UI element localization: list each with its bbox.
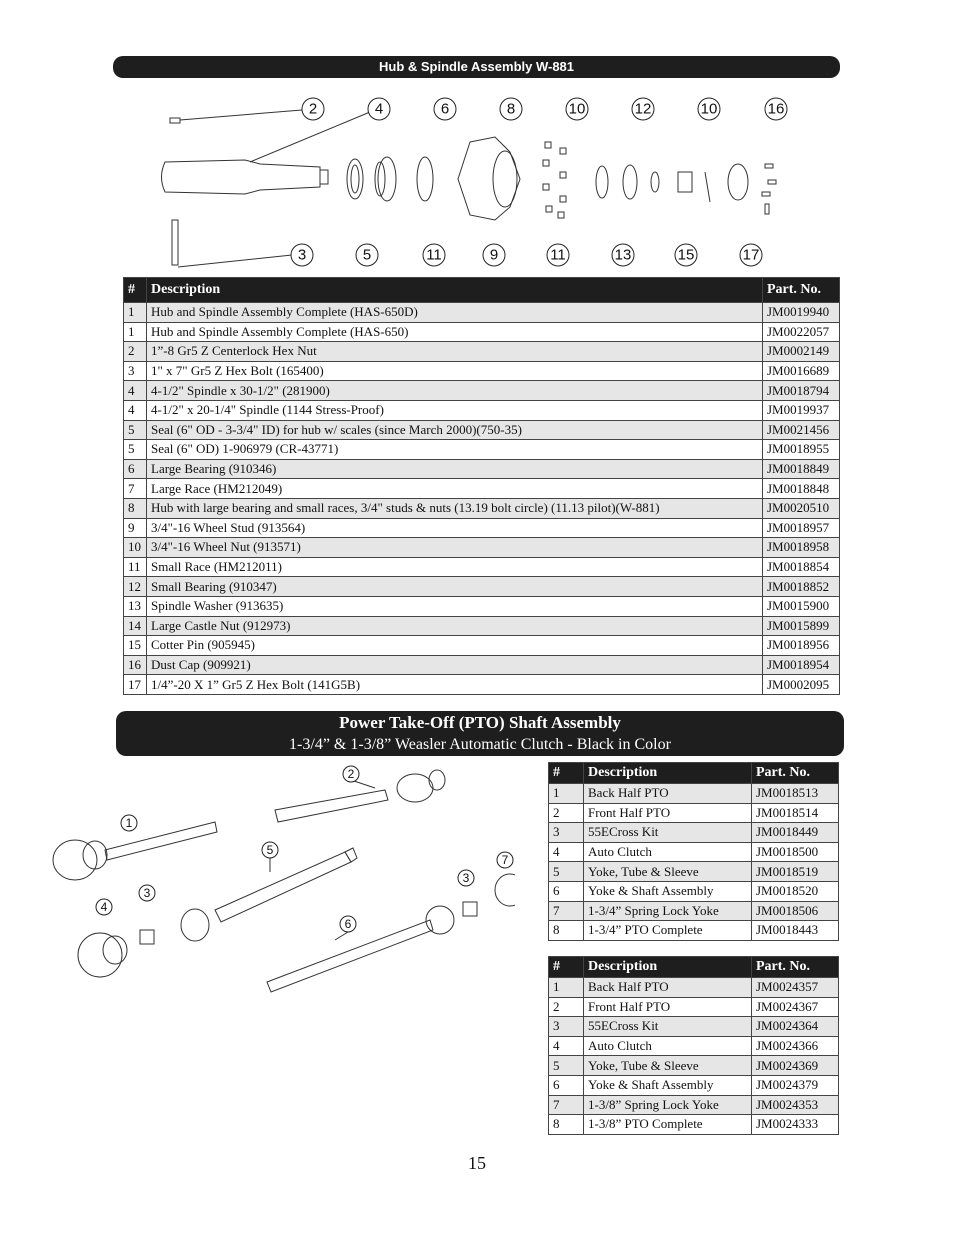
callout-top-4 (566, 98, 588, 120)
cell-part-no: JM0024369 (752, 1056, 839, 1076)
hub-section-title: Hub & Spindle Assembly W-881 (113, 56, 840, 78)
col-header-num: # (549, 957, 584, 978)
cell-description: Seal (6" OD - 3-3/4" ID) for hub w/ scales (since March 2000)(750-35) (147, 420, 763, 440)
table-row (549, 842, 839, 862)
cell-part-no: JM0002095 (763, 675, 840, 695)
cell-part-no: JM0019937 (763, 400, 840, 420)
table-row (549, 823, 839, 843)
cell-description: Auto Clutch (584, 1036, 752, 1056)
svg-text:9: 9 (489, 246, 499, 264)
cell-description: 1-3/8” Spring Lock Yoke (584, 1095, 752, 1115)
cell-description: 1" x 7" Gr5 Z Hex Bolt (165400) (147, 361, 763, 381)
pto-table-b-body (549, 978, 839, 1135)
callout-bottom-0 (291, 244, 313, 266)
svg-text:13: 13 (614, 246, 632, 264)
cell-description: Front Half PTO (584, 803, 752, 823)
col-header-part-no: Part. No. (763, 278, 840, 303)
cell-num: 11 (124, 557, 147, 577)
svg-text:3: 3 (297, 246, 307, 264)
svg-text:17: 17 (742, 246, 760, 264)
cell-num: 5 (124, 440, 147, 460)
cell-part-no: JM0015899 (763, 616, 840, 636)
table-row (549, 1095, 839, 1115)
cell-num: 7 (549, 1095, 584, 1115)
table-row (124, 459, 840, 479)
cell-num: 8 (549, 1115, 584, 1135)
cell-part-no: JM0018958 (763, 538, 840, 558)
cell-part-no: JM0018520 (752, 881, 839, 901)
cell-num: 5 (549, 1056, 584, 1076)
cell-num: 4 (124, 400, 147, 420)
cell-description: 3/4"-16 Wheel Nut (913571) (147, 538, 763, 558)
svg-text:5: 5 (362, 246, 372, 264)
table-row (124, 400, 840, 420)
svg-text:2: 2 (347, 767, 355, 781)
table-row (549, 921, 839, 941)
cell-num: 7 (549, 901, 584, 921)
cell-num: 4 (124, 381, 147, 401)
cell-part-no: JM0018513 (752, 784, 839, 804)
cell-description: Dust Cap (909921) (147, 655, 763, 675)
table-row (549, 803, 839, 823)
svg-text:16: 16 (767, 100, 785, 118)
cell-description: 3/4"-16 Wheel Stud (913564) (147, 518, 763, 538)
cell-description: Yoke, Tube & Sleeve (584, 1056, 752, 1076)
col-header-description: Description (584, 957, 752, 978)
cell-description: Large Race (HM212049) (147, 479, 763, 499)
cell-part-no: JM0018848 (763, 479, 840, 499)
cell-part-no: JM0002149 (763, 342, 840, 362)
table-row (549, 1115, 839, 1135)
svg-text:6: 6 (344, 917, 352, 931)
cell-part-no: JM0018794 (763, 381, 840, 401)
callout-bottom-1 (356, 244, 378, 266)
table-row (124, 636, 840, 656)
cell-part-no: JM0024357 (752, 978, 839, 998)
cell-num: 12 (124, 577, 147, 597)
pto-table-1-3-4 (548, 762, 839, 941)
callout-bottom-2 (423, 244, 445, 266)
table-row (124, 440, 840, 460)
svg-text:3: 3 (462, 871, 470, 885)
table-row (124, 538, 840, 558)
cell-num: 2 (549, 803, 584, 823)
pto-callout-5 (262, 842, 278, 858)
table-row (549, 1036, 839, 1056)
table-row (549, 784, 839, 804)
table-row (124, 361, 840, 381)
cell-num: 5 (549, 862, 584, 882)
hub-spindle-diagram (150, 92, 800, 272)
cell-description: Yoke & Shaft Assembly (584, 881, 752, 901)
cell-num: 8 (549, 921, 584, 941)
cell-part-no: JM0018519 (752, 862, 839, 882)
cell-description: 1”-8 Gr5 Z Centerlock Hex Nut (147, 342, 763, 362)
cell-description: Hub with large bearing and small races, 3/4" studs & nuts (13.19 bolt circle) (11.13 pilot)(W-881) (147, 498, 763, 518)
cell-description: Small Race (HM212011) (147, 557, 763, 577)
cell-part-no: JM0024353 (752, 1095, 839, 1115)
cell-part-no: JM0018443 (752, 921, 839, 941)
table-row (124, 596, 840, 616)
page-number: 15 (468, 1153, 486, 1173)
table-row (124, 518, 840, 538)
cell-num: 1 (124, 303, 147, 323)
cell-num: 13 (124, 596, 147, 616)
table-row (549, 1075, 839, 1095)
cell-description: 1/4”-20 X 1” Gr5 Z Hex Bolt (141G5B) (147, 675, 763, 695)
cell-num: 16 (124, 655, 147, 675)
hub-table-body (124, 303, 840, 695)
cell-description: Hub and Spindle Assembly Complete (HAS-650D) (147, 303, 763, 323)
cell-description: Cotter Pin (905945) (147, 636, 763, 656)
table-row (124, 420, 840, 440)
cell-part-no: JM0024379 (752, 1075, 839, 1095)
cell-part-no: JM0019940 (763, 303, 840, 323)
cell-num: 15 (124, 636, 147, 656)
svg-text:4: 4 (374, 100, 384, 118)
pto-diagram (45, 760, 515, 1010)
svg-text:11: 11 (426, 246, 442, 264)
cell-num: 3 (549, 1017, 584, 1037)
callout-top-3 (500, 98, 522, 120)
cell-part-no: JM0018514 (752, 803, 839, 823)
cell-num: 4 (549, 1036, 584, 1056)
cell-num: 4 (549, 842, 584, 862)
table-row (124, 322, 840, 342)
cell-num: 6 (549, 1075, 584, 1095)
table-row (549, 997, 839, 1017)
pto-section-title: Power Take-Off (PTO) Shaft Assembly (339, 713, 621, 732)
cell-num: 17 (124, 675, 147, 695)
svg-text:12: 12 (634, 100, 652, 118)
svg-text:3: 3 (143, 886, 151, 900)
callout-top-2 (434, 98, 456, 120)
cell-part-no: JM0018852 (763, 577, 840, 597)
pto-section-subtitle: 1-3/4” & 1-3/8” Weasler Automatic Clutch - Black in Color (289, 736, 671, 753)
cell-part-no: JM0024364 (752, 1017, 839, 1037)
cell-part-no: JM0018854 (763, 557, 840, 577)
svg-text:10: 10 (700, 100, 718, 118)
cell-part-no: JM0018955 (763, 440, 840, 460)
svg-text:10: 10 (568, 100, 586, 118)
svg-text:8: 8 (506, 100, 516, 118)
cell-part-no: JM0018449 (752, 823, 839, 843)
table-row (124, 675, 840, 695)
table-row (124, 616, 840, 636)
callout-bottom-7 (740, 244, 762, 266)
table-row (124, 498, 840, 518)
table-row (124, 655, 840, 675)
svg-text:7: 7 (501, 853, 509, 867)
cell-part-no: JM0022057 (763, 322, 840, 342)
pto-table-1-3-8 (548, 956, 839, 1135)
cell-num: 8 (124, 498, 147, 518)
cell-description: 1-3/4” PTO Complete (584, 921, 752, 941)
cell-num: 1 (549, 978, 584, 998)
table-row (124, 381, 840, 401)
cell-num: 2 (549, 997, 584, 1017)
cell-part-no: JM0016689 (763, 361, 840, 381)
table-row (549, 881, 839, 901)
callout-top-7 (765, 98, 787, 120)
cell-num: 3 (124, 361, 147, 381)
cell-description: Hub and Spindle Assembly Complete (HAS-650) (147, 322, 763, 342)
pto-callout-2 (343, 766, 359, 782)
cell-description: Front Half PTO (584, 997, 752, 1017)
cell-part-no: JM0021456 (763, 420, 840, 440)
pto-callout-7 (497, 852, 513, 868)
table-row (549, 1056, 839, 1076)
cell-part-no: JM0024366 (752, 1036, 839, 1056)
cell-part-no: JM0024333 (752, 1115, 839, 1135)
cell-num: 7 (124, 479, 147, 499)
table-row (124, 342, 840, 362)
cell-description: Yoke, Tube & Sleeve (584, 862, 752, 882)
cell-num: 2 (124, 342, 147, 362)
col-header-num: # (124, 278, 147, 303)
col-header-num: # (549, 763, 584, 784)
cell-description: Back Half PTO (584, 784, 752, 804)
table-row (124, 479, 840, 499)
cell-description: 1-3/4” Spring Lock Yoke (584, 901, 752, 921)
cell-num: 1 (124, 322, 147, 342)
pto-callout-1 (121, 815, 137, 831)
col-header-description: Description (584, 763, 752, 784)
cell-part-no: JM0018954 (763, 655, 840, 675)
cell-part-no: JM0018957 (763, 518, 840, 538)
svg-text:1: 1 (125, 816, 133, 830)
table-row (124, 303, 840, 323)
callout-top-6 (698, 98, 720, 120)
cell-description: Large Castle Nut (912973) (147, 616, 763, 636)
cell-description: Small Bearing (910347) (147, 577, 763, 597)
hub-parts-table (123, 277, 840, 695)
svg-text:15: 15 (677, 246, 695, 264)
table-row (549, 978, 839, 998)
table-row (124, 577, 840, 597)
svg-text:5: 5 (266, 843, 274, 857)
svg-text:6: 6 (440, 100, 450, 118)
callout-top-0 (302, 98, 324, 120)
callout-bottom-6 (675, 244, 697, 266)
cell-part-no: JM0020510 (763, 498, 840, 518)
cell-description: 1-3/8” PTO Complete (584, 1115, 752, 1135)
pto-callout-4 (96, 899, 112, 915)
callout-top-1 (368, 98, 390, 120)
cell-description: Yoke & Shaft Assembly (584, 1075, 752, 1095)
table-row (549, 1017, 839, 1037)
svg-text:11: 11 (550, 246, 566, 264)
pto-callout-6 (340, 916, 356, 932)
cell-part-no: JM0018506 (752, 901, 839, 921)
svg-text:4: 4 (100, 900, 108, 914)
cell-description: 55ECross Kit (584, 1017, 752, 1037)
cell-num: 3 (549, 823, 584, 843)
callout-bottom-4 (547, 244, 569, 266)
svg-text:2: 2 (308, 100, 318, 118)
cell-num: 14 (124, 616, 147, 636)
cell-num: 1 (549, 784, 584, 804)
col-header-part-no: Part. No. (752, 957, 839, 978)
callout-bottom-3 (483, 244, 505, 266)
cell-description: 4-1/2" x 20-1/4" Spindle (1144 Stress-Proof) (147, 400, 763, 420)
cell-description: Seal (6" OD) 1-906979 (CR-43771) (147, 440, 763, 460)
pto-section-header (116, 711, 844, 756)
cell-description: 55ECross Kit (584, 823, 752, 843)
cell-num: 5 (124, 420, 147, 440)
pto-callout-3b (458, 870, 474, 886)
cell-description: Spindle Washer (913635) (147, 596, 763, 616)
cell-part-no: JM0018849 (763, 459, 840, 479)
cell-description: Auto Clutch (584, 842, 752, 862)
cell-part-no: JM0015900 (763, 596, 840, 616)
callout-bottom-5 (612, 244, 634, 266)
cell-num: 6 (549, 881, 584, 901)
col-header-part-no: Part. No. (752, 763, 839, 784)
cell-description: Large Bearing (910346) (147, 459, 763, 479)
cell-num: 9 (124, 518, 147, 538)
cell-description: 4-1/2" Spindle x 30-1/2" (281900) (147, 381, 763, 401)
cell-description: Back Half PTO (584, 978, 752, 998)
cell-part-no: JM0018500 (752, 842, 839, 862)
callout-top-5 (632, 98, 654, 120)
col-header-description: Description (147, 278, 763, 303)
cell-part-no: JM0024367 (752, 997, 839, 1017)
pto-callout-3a (139, 885, 155, 901)
pto-table-a-body (549, 784, 839, 941)
cell-num: 6 (124, 459, 147, 479)
table-row (549, 862, 839, 882)
table-row (549, 901, 839, 921)
cell-part-no: JM0018956 (763, 636, 840, 656)
table-row (124, 557, 840, 577)
cell-num: 10 (124, 538, 147, 558)
